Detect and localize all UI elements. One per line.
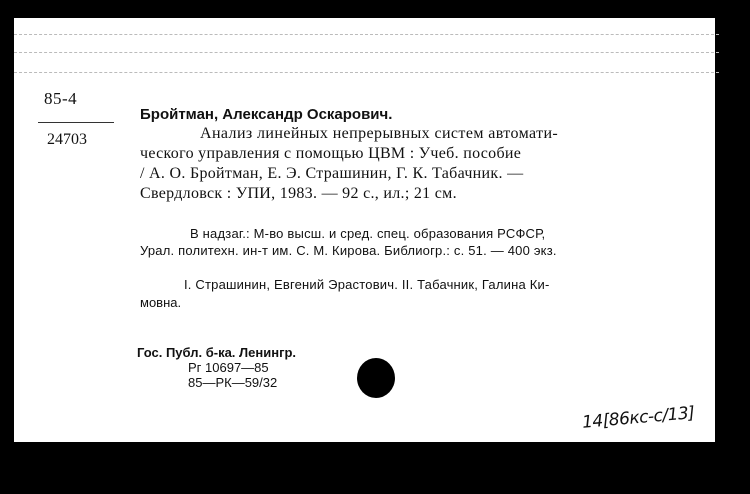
inventory-number: 24703	[47, 131, 87, 148]
title-line: Свердловск : УПИ, 1983. — 92 с., ил.; 21 см.	[140, 185, 457, 202]
card-edge-top	[14, 12, 719, 18]
shelf-mark: 85-4	[44, 89, 78, 108]
note-line: В надзаг.: М-во высш. и сред. спец. образования РСФСР,	[190, 226, 546, 241]
ruled-line	[14, 72, 719, 73]
ruled-line	[14, 52, 719, 53]
author-heading: Бройтман, Александр Оскарович.	[140, 106, 393, 123]
card-edge-right	[715, 12, 721, 448]
catalog-card	[14, 12, 719, 448]
imprint-line: Рг 10697—85	[188, 360, 269, 375]
note-line: Урал. политехн. ин-т им. С. М. Кирова. Библиогр.: с. 51. — 400 экз.	[140, 243, 557, 258]
ink-blot	[357, 358, 395, 398]
imprint-line: 85—РК—59/32	[188, 375, 278, 390]
shelf-mark-rule	[38, 122, 114, 123]
title-line: Анализ линейных непрерывных систем автомати-	[200, 125, 559, 142]
title-line: ческого управления с помощью ЦВМ : Учеб. пособие	[140, 145, 522, 162]
ruled-line	[14, 34, 719, 35]
handwritten-note: 14[86кс-с/13]	[581, 403, 696, 433]
card-edge-bottom	[14, 442, 719, 448]
tracing-line: мовна.	[140, 295, 182, 310]
imprint-line: Гос. Публ. б-ка. Ленингр.	[137, 345, 297, 360]
title-line: / А. О. Бройтман, Е. Э. Страшинин, Г. К. Табачник. —	[140, 165, 524, 182]
tracing-line: I. Страшинин, Евгений Эрастович. II. Табачник, Галина Ки-	[184, 277, 550, 292]
